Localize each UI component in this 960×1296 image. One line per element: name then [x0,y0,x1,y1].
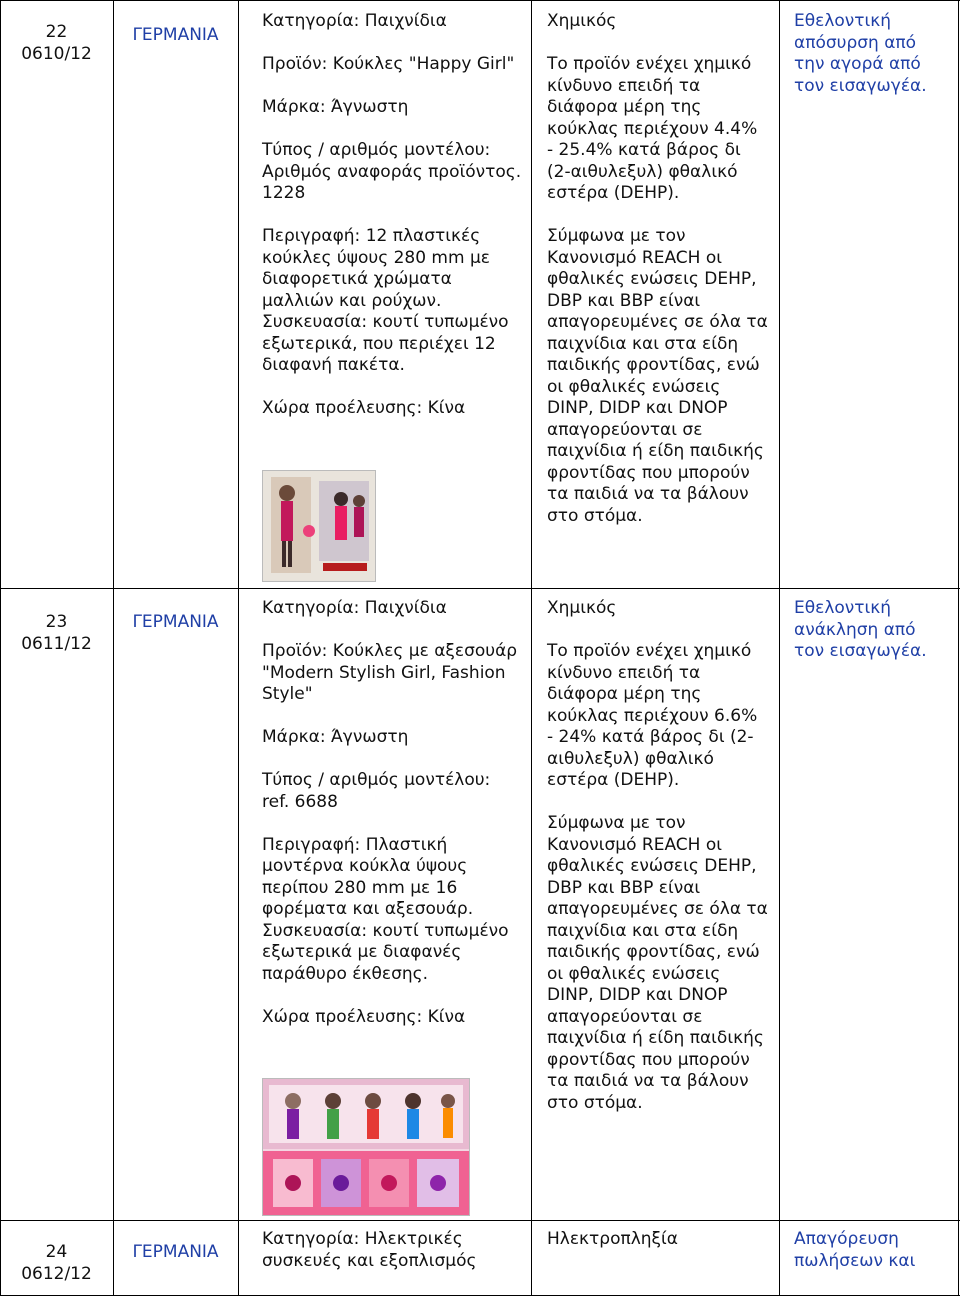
column-divider [958,0,959,1296]
row-22-risk: Χημικός Το προϊόν ενέχει χημικό κίνδυνο επειδή τα διάφορα μέρη της κούκλας περιέχουν 4.4% - 25.4% κατά βάρος δι (2-αιθυλεξυλ) φθαλικό εστέρα (DEHP). Σύμφωνα με τον Κανονισμό REACH οι φθαλικές ενώσεις DEHP, DBP και BBP είναι απαγορευμένες σε όλα τα παιχνίδια και στα είδη παιδικής φροντίδας, ενώ οι φθαλικές ενώσεις DINP, DIDP και DNOP απαγορεύονται σε παιχνίδια ή είδη παιδικής φροντίδας που μπορούν τα παιδιά να τα βάλουν στο στόμα. [547,11,768,526]
product-photo-happy-girl [262,470,376,582]
row-24-country: ΓΕΡΜΑΝΙΑ [132,1242,219,1262]
row-22-product: Κατηγορία: Παιχνίδια Προϊόν: Κούκλες "Happy Girl" Μάρκα: Άγνωστη Τύπος / αριθμός μοντέλου: Αριθμός αναφοράς προϊόντος. 1228 Περιγραφή: 12 πλαστικές κούκλες ύψους 280 mm με διαφορετικά χρώματα μαλλιών και ρούχων. Συσκευασία: κουτί τυπωμένο εξωτερικά, που περιέχει 12 διαφανή πακέτα. Χώρα προέλευσης: Κίνα [262,11,522,418]
row-22-number: 22 0610/12 [21,22,92,64]
column-divider [238,0,239,1296]
row-23-risk: Χημικός Το προϊόν ενέχει χημικό κίνδυνο επειδή τα διάφορα μέρη της κούκλας περιέχουν 6.6% - 24% κατά βάρος δι (2- αιθυλεξυλ) φθαλικό εστέρα (DEHP). Σύμφωνα με τον Κανονισμό REACH οι φθαλικές ενώσεις DEHP, DBP και BBP είναι απαγορευμένες σε όλα τα παιχνίδια και στα είδη παιδικής φροντίδας, ενώ οι φθαλικές ενώσεις DINP, DIDP και DNOP απαγορεύονται σε παιχνίδια ή είδη παιδικής φροντίδας που μπορούν τα παιδιά να τα βάλουν στο στόμα. [547,598,768,1113]
row-23-product: Κατηγορία: Παιχνίδια Προϊόν: Κούκλες με αξεσουάρ "Modern Stylish Girl, Fashion Style" Μάρκα: Άγνωστη Τύπος / αριθμός μοντέλου: ref. 6688 Περιγραφή: Πλαστική μοντέρνα κούκλα ύψους περίπου 280 mm με 16 φορέματα και αξεσουάρ. Συσκευασία: κουτί τυπωμένο εξωτερικά με διαφανές παράθυρο έκθεσης. Χώρα προέλευσης: Κίνα [262,598,518,1027]
row-divider [0,1220,960,1221]
row-23-measures: Εθελοντική ανάκληση από τον εισαγωγέα. [794,598,927,661]
product-photo-modern-stylish-girl [262,1078,470,1216]
row-24-measures: Απαγόρευση πωλήσεων και [794,1229,916,1271]
row-24-risk: Ηλεκτροπληξία [547,1229,678,1249]
row-23-country: ΓΕΡΜΑΝΙΑ [132,612,219,632]
row-22-measures: Εθελοντική απόσυρση από την αγορά από τον εισαγωγέα. [794,11,927,96]
column-divider [779,0,780,1296]
column-divider [531,0,532,1296]
row-24-product: Κατηγορία: Ηλεκτρικές συσκευές και εξοπλισμός [262,1229,477,1271]
row-divider [0,588,960,589]
row-22-country: ΓΕΡΜΑΝΙΑ [132,25,219,45]
column-divider [113,0,114,1296]
row-23-number: 23 0611/12 [21,612,92,654]
row-24-number: 24 0612/12 [21,1242,92,1284]
row-divider [0,0,960,1]
